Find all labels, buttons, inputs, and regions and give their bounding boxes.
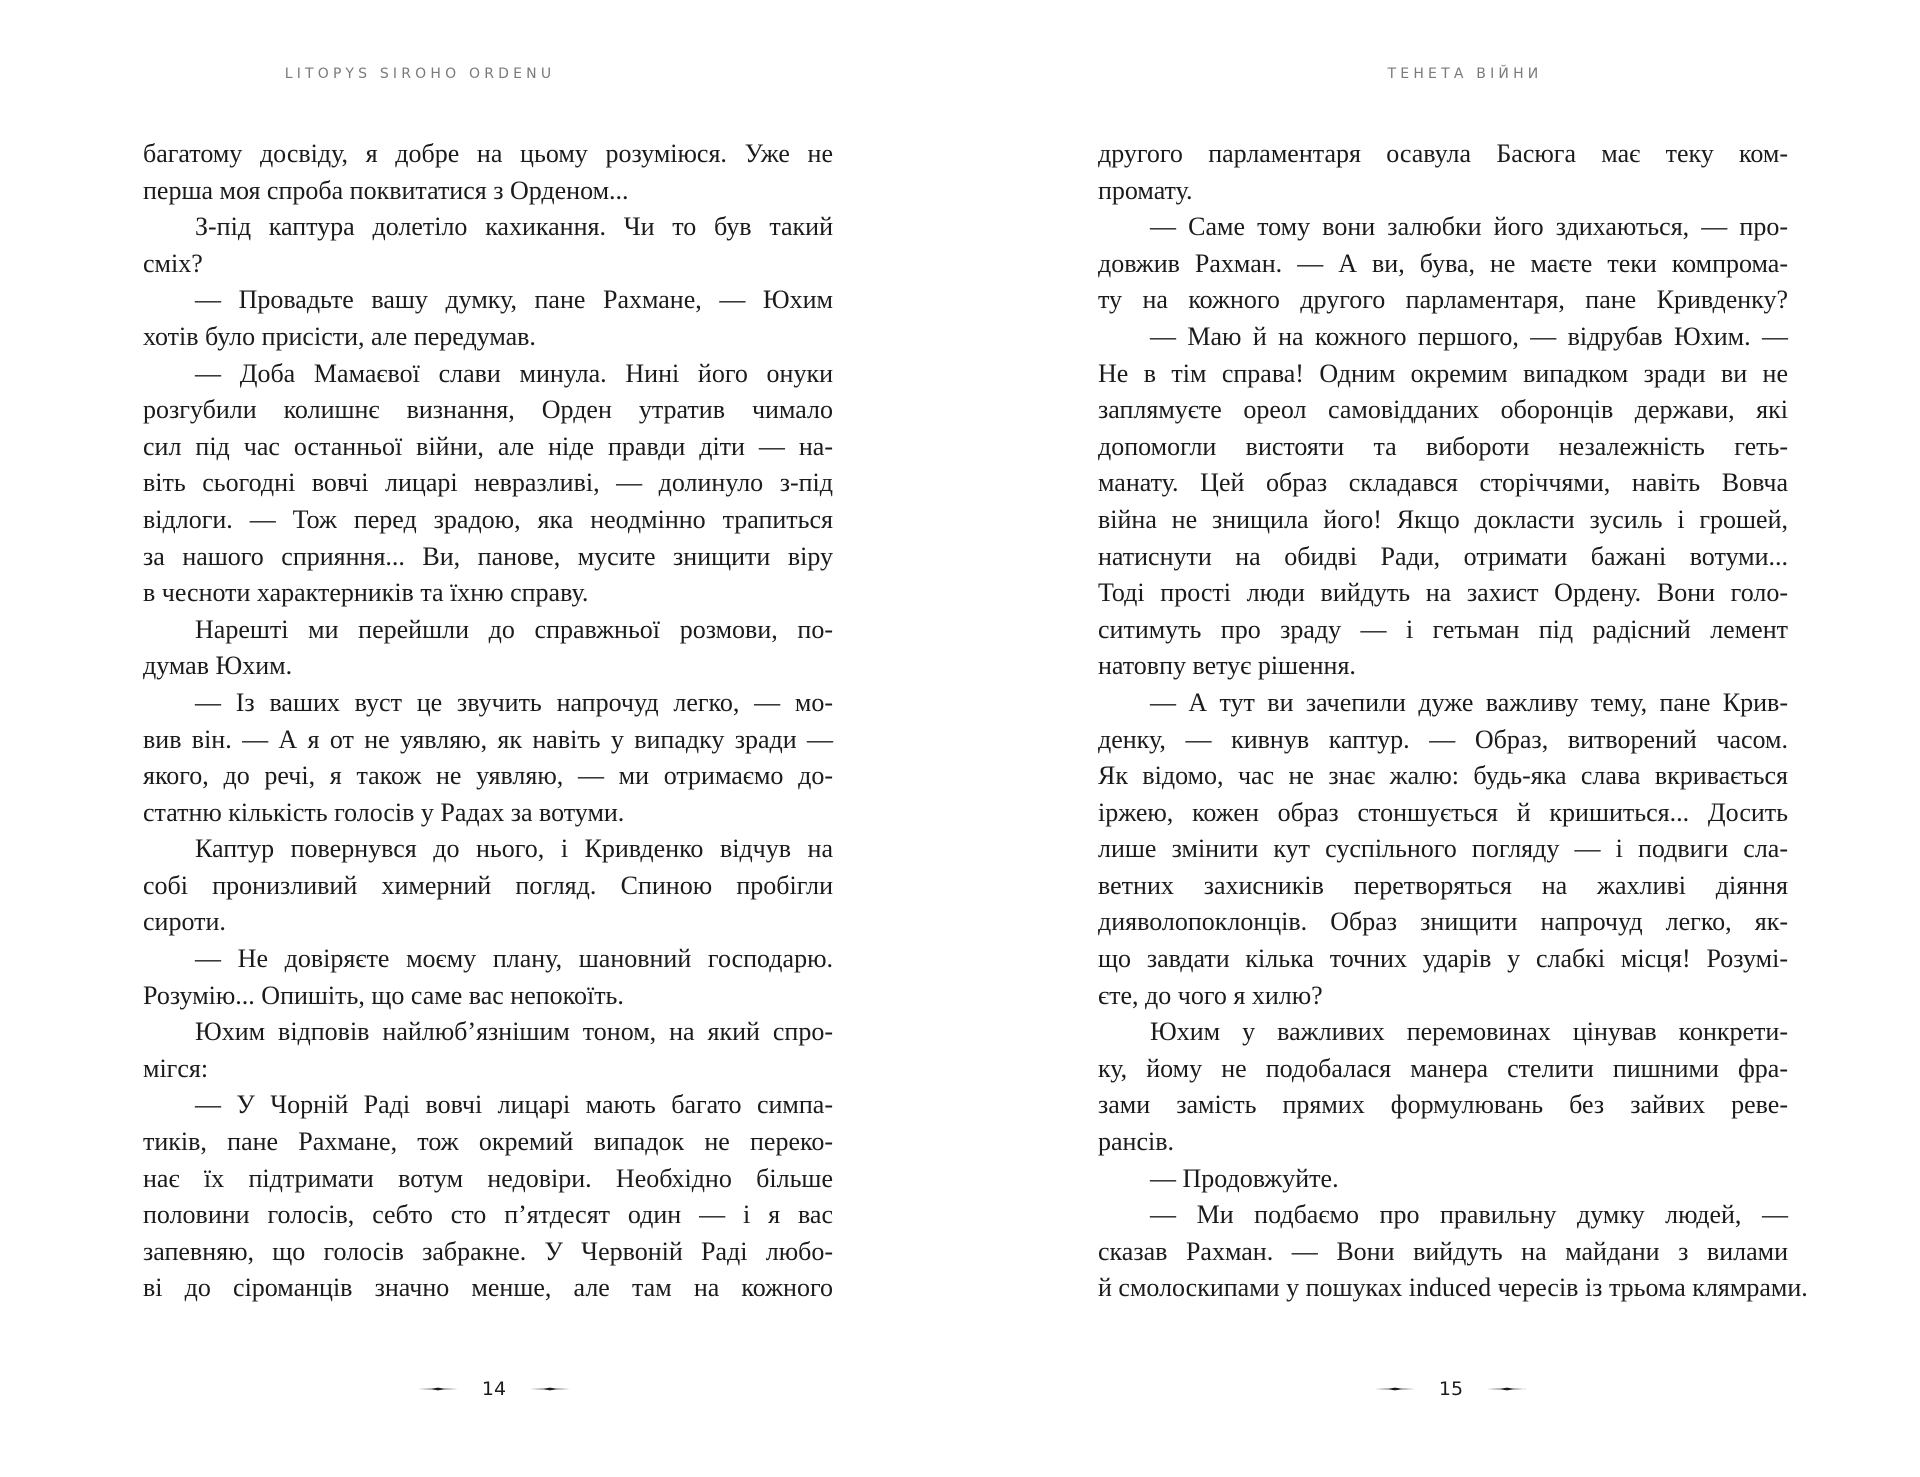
text-line: — Доба Мамаєвої слави минула. Нині його онуки [195,358,833,388]
text-line: й смолоскипами у пошуках induced чересів із трьома клямрами. [1098,1273,1808,1303]
body-text-left [143,136,833,1307]
text-line: статню кількість голосів у Радах за вотуми. [143,797,625,827]
text-line: денку, — кивнув каптур. — Образ, витворений часом. [1098,724,1788,754]
text-line: ситимуть про зраду — і гетьман під радісний лемент [1098,614,1788,644]
text-line: половини голосів, себто сто п’ятдесят один — і я вас [143,1200,833,1230]
text-line: — А тут ви зачепили дуже важливу тему, пане Крив- [1150,687,1788,717]
running-head-left: LITOPYS SIROHO ORDENU [284,66,556,82]
text-line: рансів. [1098,1127,1174,1157]
text-line: Розумію... Опишіть, що саме вас непокоїть. [143,980,624,1010]
ornament-icon [1487,1384,1527,1394]
text-line: іржею, кожен образ стоншується й кришиться... Досить [1098,797,1788,827]
text-line: заплямуєте ореол самовідданих оборонців держави, які [1098,395,1788,425]
ornament-icon [1375,1384,1415,1394]
ornament-icon [530,1384,570,1394]
text-line: думав Юхим. [143,651,293,681]
text-line: ві до сіроманців значно менше, але там на кожного [143,1273,833,1303]
text-line: мігся: [143,1053,209,1083]
text-line: ту на кожного другого парламентаря, пане Кривденку? [1098,285,1788,315]
text-line: відлоги. — Тож перед зрадою, яка неодмінно трапиться [143,504,833,534]
text-line: сироти. [143,907,226,937]
text-line: в чесноти характерників та їхню справу. [143,578,589,608]
text-line: Тоді прості люди вийдуть на захист Ордену. Вони голо- [1098,578,1788,608]
text-line: вив він. — А я от не уявляю, як навіть у випадку зради — [143,724,833,754]
ornament-icon [418,1384,458,1394]
text-line: Нарешті ми перейшли до справжньої розмови, по- [195,614,833,644]
text-line: тиків, пане Рахмане, тож окремий випадок не переко- [143,1127,833,1157]
text-line: перша моя спроба поквитатися з Орденом... [143,175,629,205]
text-line: натиснути на обидві Ради, отримати бажані вотуми... [1098,541,1788,571]
text-line: що завдати кілька точних ударів у слабкі місця! Розумі- [1098,944,1788,974]
text-line: дияволопоклонців. Образ знищити напрочуд легко, як- [1098,907,1788,937]
text-line: сміх? [143,248,203,278]
text-line: Юхим відповів найлюб’язнішим тоном, на який спро- [195,1017,833,1047]
text-line: ку, йому не подобалася манера стелити пишними фра- [1098,1053,1788,1083]
text-line: хотів було присісти, але передумав. [143,321,536,351]
text-line: віть сьогодні вовчі лицарі невразливі, — долинуло з-під [143,468,833,498]
text-line: собі пронизливий химерний погляд. Спиною пробігли [143,870,833,900]
page-number-left [0,1378,960,1400]
text-line: якого, до речі, я також не уявляю, — ми отримаємо до- [143,761,833,791]
text-line: — Маю й на кожного першого, — відрубав Юхим. — [1150,321,1788,351]
text-line: З-під каптура долетіло кахикання. Чи то був такий [195,212,833,242]
text-line: Юхим у важливих перемовинах цінував конкрети- [1150,1017,1788,1047]
text-line: манату. Цей образ складався сторіччями, навіть Вовча [1098,468,1788,498]
text-line: нає їх підтримати вотум недовіри. Необхідно більше [143,1163,833,1193]
text-line: Як відомо, час не знає жалю: будь-яка слава вкривається [1098,761,1788,791]
text-line: єте, до чого я хилю? [1098,980,1323,1010]
text-line: промату. [1098,175,1193,205]
text-line: — Продовжуйте. [1150,1163,1339,1193]
text-line: запевняю, що голосів забракне. У Червоній Раді любо- [143,1236,833,1266]
page-number: 14 [481,1378,507,1400]
text-line: війна не знищила його! Якщо докласти зусиль і грошей, [1098,504,1788,534]
text-line: довжив Рахман. — А ви, бува, не маєте теки компрома- [1098,248,1788,278]
text-line: — У Чорній Раді вовчі лицарі мають багато симпа- [195,1090,833,1120]
text-line: зами замість прямих формулювань без зайвих реве- [1098,1090,1788,1120]
running-head-right: ТЕНЕТА ВІЙНИ [1387,66,1543,82]
right-page [960,0,1920,1477]
text-line: сказав Рахман. — Вони вийдуть на майдани з вилами [1098,1236,1788,1266]
text-line: допомогли вистояти та вибороти незалежність геть- [1098,431,1788,461]
text-line: за нашого сприяння... Ви, панове, мусите знищити віру [143,541,833,571]
text-line: багатому досвіду, я добре на цьому розуміюся. Уже не [143,139,833,168]
text-line: Каптур повернувся до нього, і Кривденко відчув на [195,834,833,864]
text-line: — Із ваших вуст це звучить напрочуд легко, — мо- [195,687,833,717]
text-line: розгубили колишнє визнання, Орден утратив чимало [143,395,833,425]
text-line: — Провадьте вашу думку, пане Рахмане, — Юхим [195,285,833,315]
text-line: ветних захисників перетворяться на жахливі діяння [1098,870,1788,900]
page-number: 15 [1438,1378,1464,1400]
text-line: сил під час останньої війни, але ніде правди діти — на- [143,431,833,461]
text-line: другого парламентаря осавула Басюга має теку ком- [1098,139,1788,168]
page-number-right [960,1378,1920,1400]
body-text-right [1098,136,1808,1307]
text-line: — Саме тому вони залюбки його здихаються, — про- [1150,212,1788,242]
text-line: — Ми подбаємо про правильну думку людей, — [1150,1200,1788,1230]
text-line: Не в тім справа! Одним окремим випадком зради ви не [1098,358,1788,388]
text-line: лише змінити кут суспільного погляду — і подвиги сла- [1098,834,1788,864]
text-line: натовпу ветує рішення. [1098,651,1356,681]
text-line: — Не довіряєте моєму плану, шановний господарю. [195,944,833,974]
